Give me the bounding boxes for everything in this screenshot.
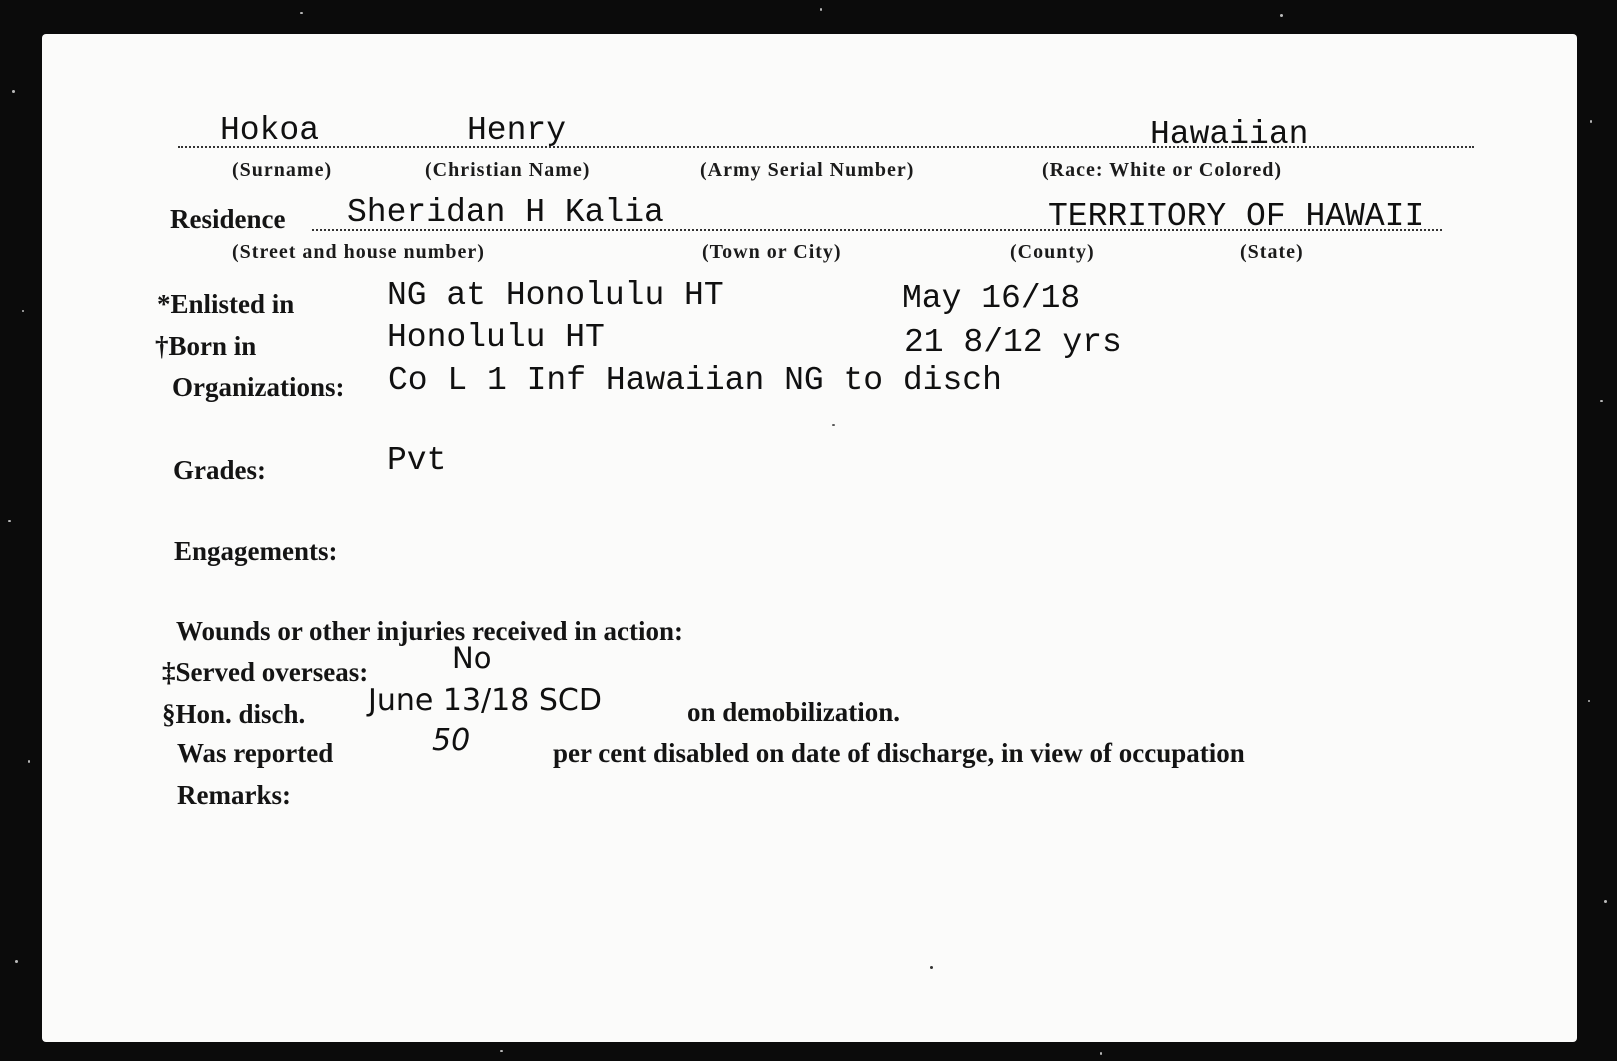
born-age-value: 21 8/12 yrs (904, 324, 1122, 361)
hon-disch-suffix: on demobilization. (687, 697, 901, 727)
street-caption: (Street and house number) (232, 241, 485, 263)
state-value: TERRITORY OF HAWAII (1048, 198, 1425, 235)
enlisted-date-value: May 16/18 (902, 280, 1081, 317)
disability-suffix: per cent disabled on date of discharge, in view of occupation (553, 738, 1245, 768)
served-overseas-value: No (452, 641, 492, 675)
serial-number-caption: (Army Serial Number) (700, 159, 915, 181)
enlisted-place-value: NG at Honolulu HT (387, 277, 724, 314)
stray-mark (832, 424, 835, 426)
draft-record-card (42, 34, 1577, 1042)
disability-percent-value: 50 (432, 723, 471, 758)
grades-value: Pvt (387, 442, 447, 479)
organizations-label: Organizations: (172, 372, 345, 402)
street-value: Sheridan H Kalia (347, 194, 664, 231)
engagements-label: Engagements: (174, 536, 338, 566)
born-place-value: Honolulu HT (387, 319, 605, 356)
stray-mark (930, 966, 933, 969)
hon-disch-value: June 13/18 SCD (368, 683, 602, 718)
race-caption: (Race: White or Colored) (1042, 159, 1283, 181)
state-caption: (State) (1240, 241, 1304, 263)
race-value: Hawaiian (1150, 116, 1309, 153)
served-overseas-label: ‡Served overseas: (162, 657, 369, 687)
residence-label: Residence (170, 204, 286, 234)
christian-name-value: Henry (467, 112, 567, 149)
hon-disch-label: §Hon. disch. (162, 699, 306, 729)
disability-label: Was reported (177, 738, 334, 768)
born-label: †Born in (155, 331, 257, 361)
county-caption: (County) (1010, 241, 1095, 263)
grades-label: Grades: (173, 455, 266, 485)
surname-caption: (Surname) (232, 159, 333, 181)
wounds-label: Wounds or other injuries received in action: (176, 616, 684, 646)
town-caption: (Town or City) (702, 241, 842, 263)
remarks-label: Remarks: (177, 780, 291, 810)
christian-name-caption: (Christian Name) (425, 159, 591, 181)
enlisted-label: *Enlisted in (157, 289, 295, 319)
surname-value: Hokoa (220, 112, 320, 149)
organizations-value: Co L 1 Inf Hawaiian NG to disch (388, 362, 1002, 399)
